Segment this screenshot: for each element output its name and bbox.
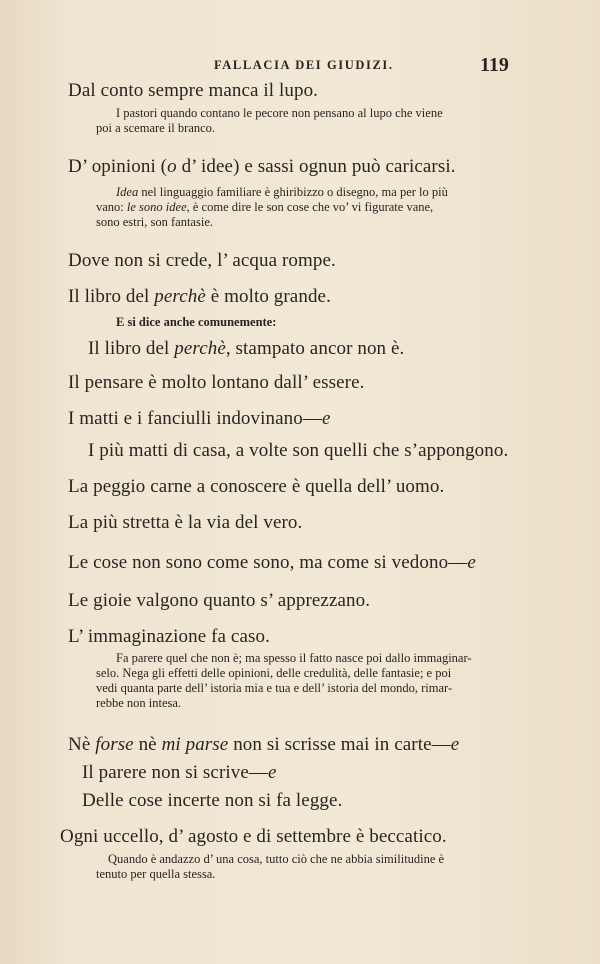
proverb: Il pensare è molto lontano dall’ essere.: [68, 372, 365, 393]
proverb: Dove non si crede, l’ acqua rompe.: [68, 250, 336, 271]
proverb: Le cose non sono come sono, ma come si vedono—e: [68, 552, 476, 573]
proverb: Dal conto sempre manca il lupo.: [68, 80, 319, 101]
proverb: I più matti di casa, a volte son quelli che s’appongono.: [88, 440, 509, 461]
proverb-gloss: I pastori quando contano le pecore non pensano al lupo che viene poi a scemare il branco.: [96, 106, 443, 135]
proverb: D’ opinioni (o d’ idee) e sassi ognun può caricarsi.: [68, 156, 456, 177]
proverb: Il parere non si scrive—e: [82, 762, 277, 783]
running-title: FALLACIA DEI GIUDIZI.: [214, 58, 394, 72]
proverb-gloss: Idea nel linguaggio familiare è ghiribizzo o disegno, ma per lo più vano: le sono idee, è come dire le son cose che vo’ vi figurate vane, sono estri, son fantasie.: [96, 185, 448, 229]
proverb: Il libro del perchè è molto grande.: [68, 286, 331, 307]
proverb: Le gioie valgono quanto s’ apprezzano.: [68, 590, 371, 611]
page-number: 119: [480, 54, 509, 76]
page-header: [0, 54, 600, 80]
proverb: I matti e i fanciulli indovinano—e: [68, 408, 331, 429]
proverb-gloss: Fa parere quel che non è; ma spesso il fatto nasce poi dallo immaginar- selo. Nega gli effetti delle opinioni, delle credulità, delle fantasie; e poi vedi quanta parte dell’ istoria mia e tua e dell’ istoria del mondo, rimar- rebbe non intesa.: [96, 651, 472, 710]
proverb-gloss: Quando è andazzo d’ una cosa, tutto ciò che ne abbia similitudine è tenuto per quella stessa.: [96, 852, 445, 881]
proverb: La peggio carne a conoscere è quella dell’ uomo.: [68, 476, 445, 497]
proverb: Il libro del perchè, stampato ancor non è.: [88, 338, 405, 359]
proverb: Ogni uccello, d’ agosto e di settembre è beccatico.: [60, 826, 447, 847]
proverb: L’ immaginazione fa caso.: [68, 626, 270, 647]
proverb: Delle cose incerte non si fa legge.: [82, 790, 343, 811]
proverb: Nè forse nè mi parse non si scrisse mai in carte—e: [68, 734, 460, 755]
proverb-note: E si dice anche comunemente:: [116, 315, 277, 329]
proverb: La più stretta è la via del vero.: [68, 512, 303, 533]
